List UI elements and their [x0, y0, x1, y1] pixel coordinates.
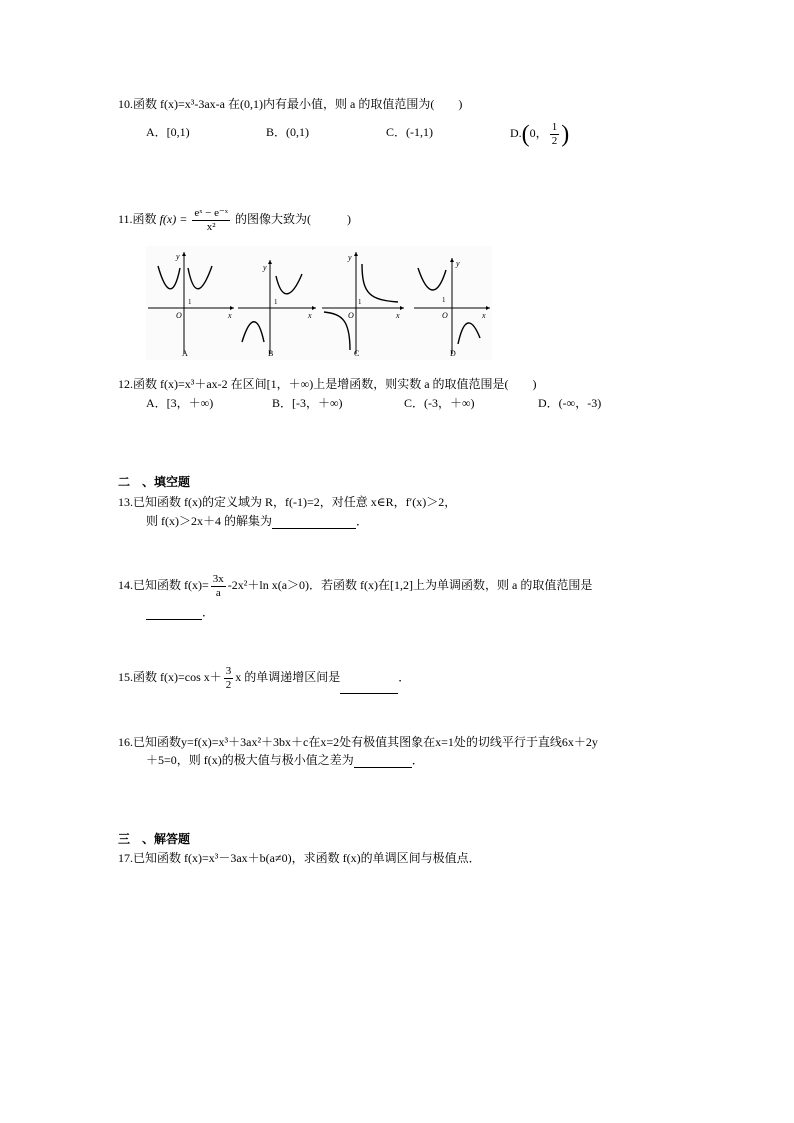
section-answer-title: 三 、解答题	[118, 832, 191, 846]
q11-graph-a-origin: O	[176, 311, 182, 320]
q13-answer-blank[interactable]	[272, 515, 356, 529]
q11-graph-b-y: y	[263, 263, 267, 272]
q12-stem: 12.函数 f(x)=x³＋ax-2 在区间[1，＋∞)上是增函数，则实数 a 的取值范围是( )	[118, 377, 537, 391]
q14-answer-blank[interactable]	[146, 606, 202, 620]
q11-graph-b-label: B	[268, 349, 274, 358]
q10-option-d-prefix: D.	[510, 126, 522, 140]
q10-stem: 10.函数 f(x)=x³-3ax-a 在(0,1)内有最小值，则 a 的取值范围为( )	[118, 97, 463, 111]
q10-option-d-num: 1	[551, 120, 558, 133]
q11-suffix: 的图像大致为( )	[234, 212, 351, 226]
q13-line1: 13.已知函数 f(x)的定义域为 R，f(-1)=2，对任意 x∈R，f′(x)＞2，	[118, 495, 457, 509]
q15-num: 3	[225, 664, 232, 677]
q11-graph-d-x: x	[482, 311, 486, 320]
q14-stem	[118, 568, 592, 602]
q14-middle: -2x²＋ln x(a＞0)．若函数 f(x)在[1,2]上为单调函数，则 a 的取值范围是	[227, 578, 593, 592]
q11-graph-d-y: y	[456, 259, 460, 268]
q16-end: ．	[411, 753, 424, 767]
q15-fraction	[224, 665, 234, 692]
q16-answer-blank[interactable]	[354, 754, 412, 768]
q17-stem: 17.已知函数 f(x)=x³－3ax＋b(a≠0)，求函数 f(x)的单调区间与极值点．	[118, 851, 481, 865]
q14-prefix: 14.已知函数 f(x)=	[118, 578, 209, 592]
q11-stem	[118, 204, 351, 234]
q10-option-c: C．(-1,1)	[386, 125, 433, 139]
q15-prefix: 15.函数 f(x)=cos x＋	[118, 670, 222, 684]
q15-stem	[118, 660, 410, 694]
q11-graph-d-origin: O	[442, 311, 448, 320]
q12-option-c: C．(-3，＋∞)	[404, 396, 475, 410]
q15-end: ．	[398, 670, 411, 684]
q11-graph-c-origin: O	[348, 311, 354, 320]
q11-graph-c-label: C	[354, 349, 360, 358]
section-fill-in-title: 二 、填空题	[118, 475, 191, 489]
q11-den: x²	[206, 220, 216, 233]
q11-graph-b-x: x	[308, 311, 312, 320]
q15-suffix: x 的单调递增区间是	[235, 670, 341, 684]
q12-option-d: D．(-∞，-3)	[538, 396, 602, 410]
q11-fraction	[192, 207, 230, 234]
q11-graph-d-one: 1	[442, 296, 446, 304]
q11-graph-c-y: y	[348, 253, 352, 262]
q14-end: ．	[202, 605, 215, 619]
q11-prefix: 11.函数	[118, 212, 157, 226]
q11-graph-a-y: y	[176, 252, 180, 261]
q11-graph-a-label: A	[182, 349, 188, 358]
q11-graph-b-one: 1	[274, 298, 278, 306]
q14-num: 3x	[212, 572, 224, 585]
q10-option-d-den: 2	[551, 134, 558, 147]
q14-fraction	[211, 573, 226, 600]
q12-option-a: A．[3，＋∞)	[146, 396, 214, 410]
q10-option-d: D.(0， $\frac{1}{2}$ )	[510, 120, 570, 148]
q10-option-d-left: 0，	[529, 126, 548, 140]
q11-graph-d-label: D	[450, 349, 456, 358]
q10-option-a: A．[0,1)	[146, 125, 190, 139]
q11-num: eˣ − e⁻ˣ	[194, 206, 228, 219]
q10-option-b: B．(0,1)	[266, 125, 309, 139]
q11-graph-c-one: 1	[358, 298, 362, 306]
q11-graph-c-x: x	[396, 311, 400, 320]
q15-answer-blank[interactable]	[340, 680, 398, 694]
q11-graph-a-one: 1	[188, 298, 192, 306]
q12-option-b: B．[-3，＋∞)	[272, 396, 343, 410]
q13-line2-text: 则 f(x)＞2x＋4 的解集为	[146, 514, 272, 528]
q16-line2-text: ＋5=0，则 f(x)的极大值与极小值之差为	[146, 753, 354, 767]
q13-end: ．	[356, 514, 369, 528]
q13-line2	[146, 513, 368, 529]
q14-line2	[146, 604, 214, 620]
q11-func: f(x) =	[159, 212, 188, 226]
q14-den: a	[215, 586, 221, 599]
q10-option-d-fraction	[550, 121, 560, 148]
q11-graph-options	[146, 246, 492, 360]
q16-line1: 16.已知函数y=f(x)=x³＋3ax²＋3bx＋c在x=2处有极值其图象在x=1处的切线平行于直线6x＋2y	[118, 735, 598, 749]
q15-den: 2	[225, 678, 232, 691]
q11-graph-a-x: x	[228, 311, 232, 320]
q16-line2	[146, 752, 424, 768]
